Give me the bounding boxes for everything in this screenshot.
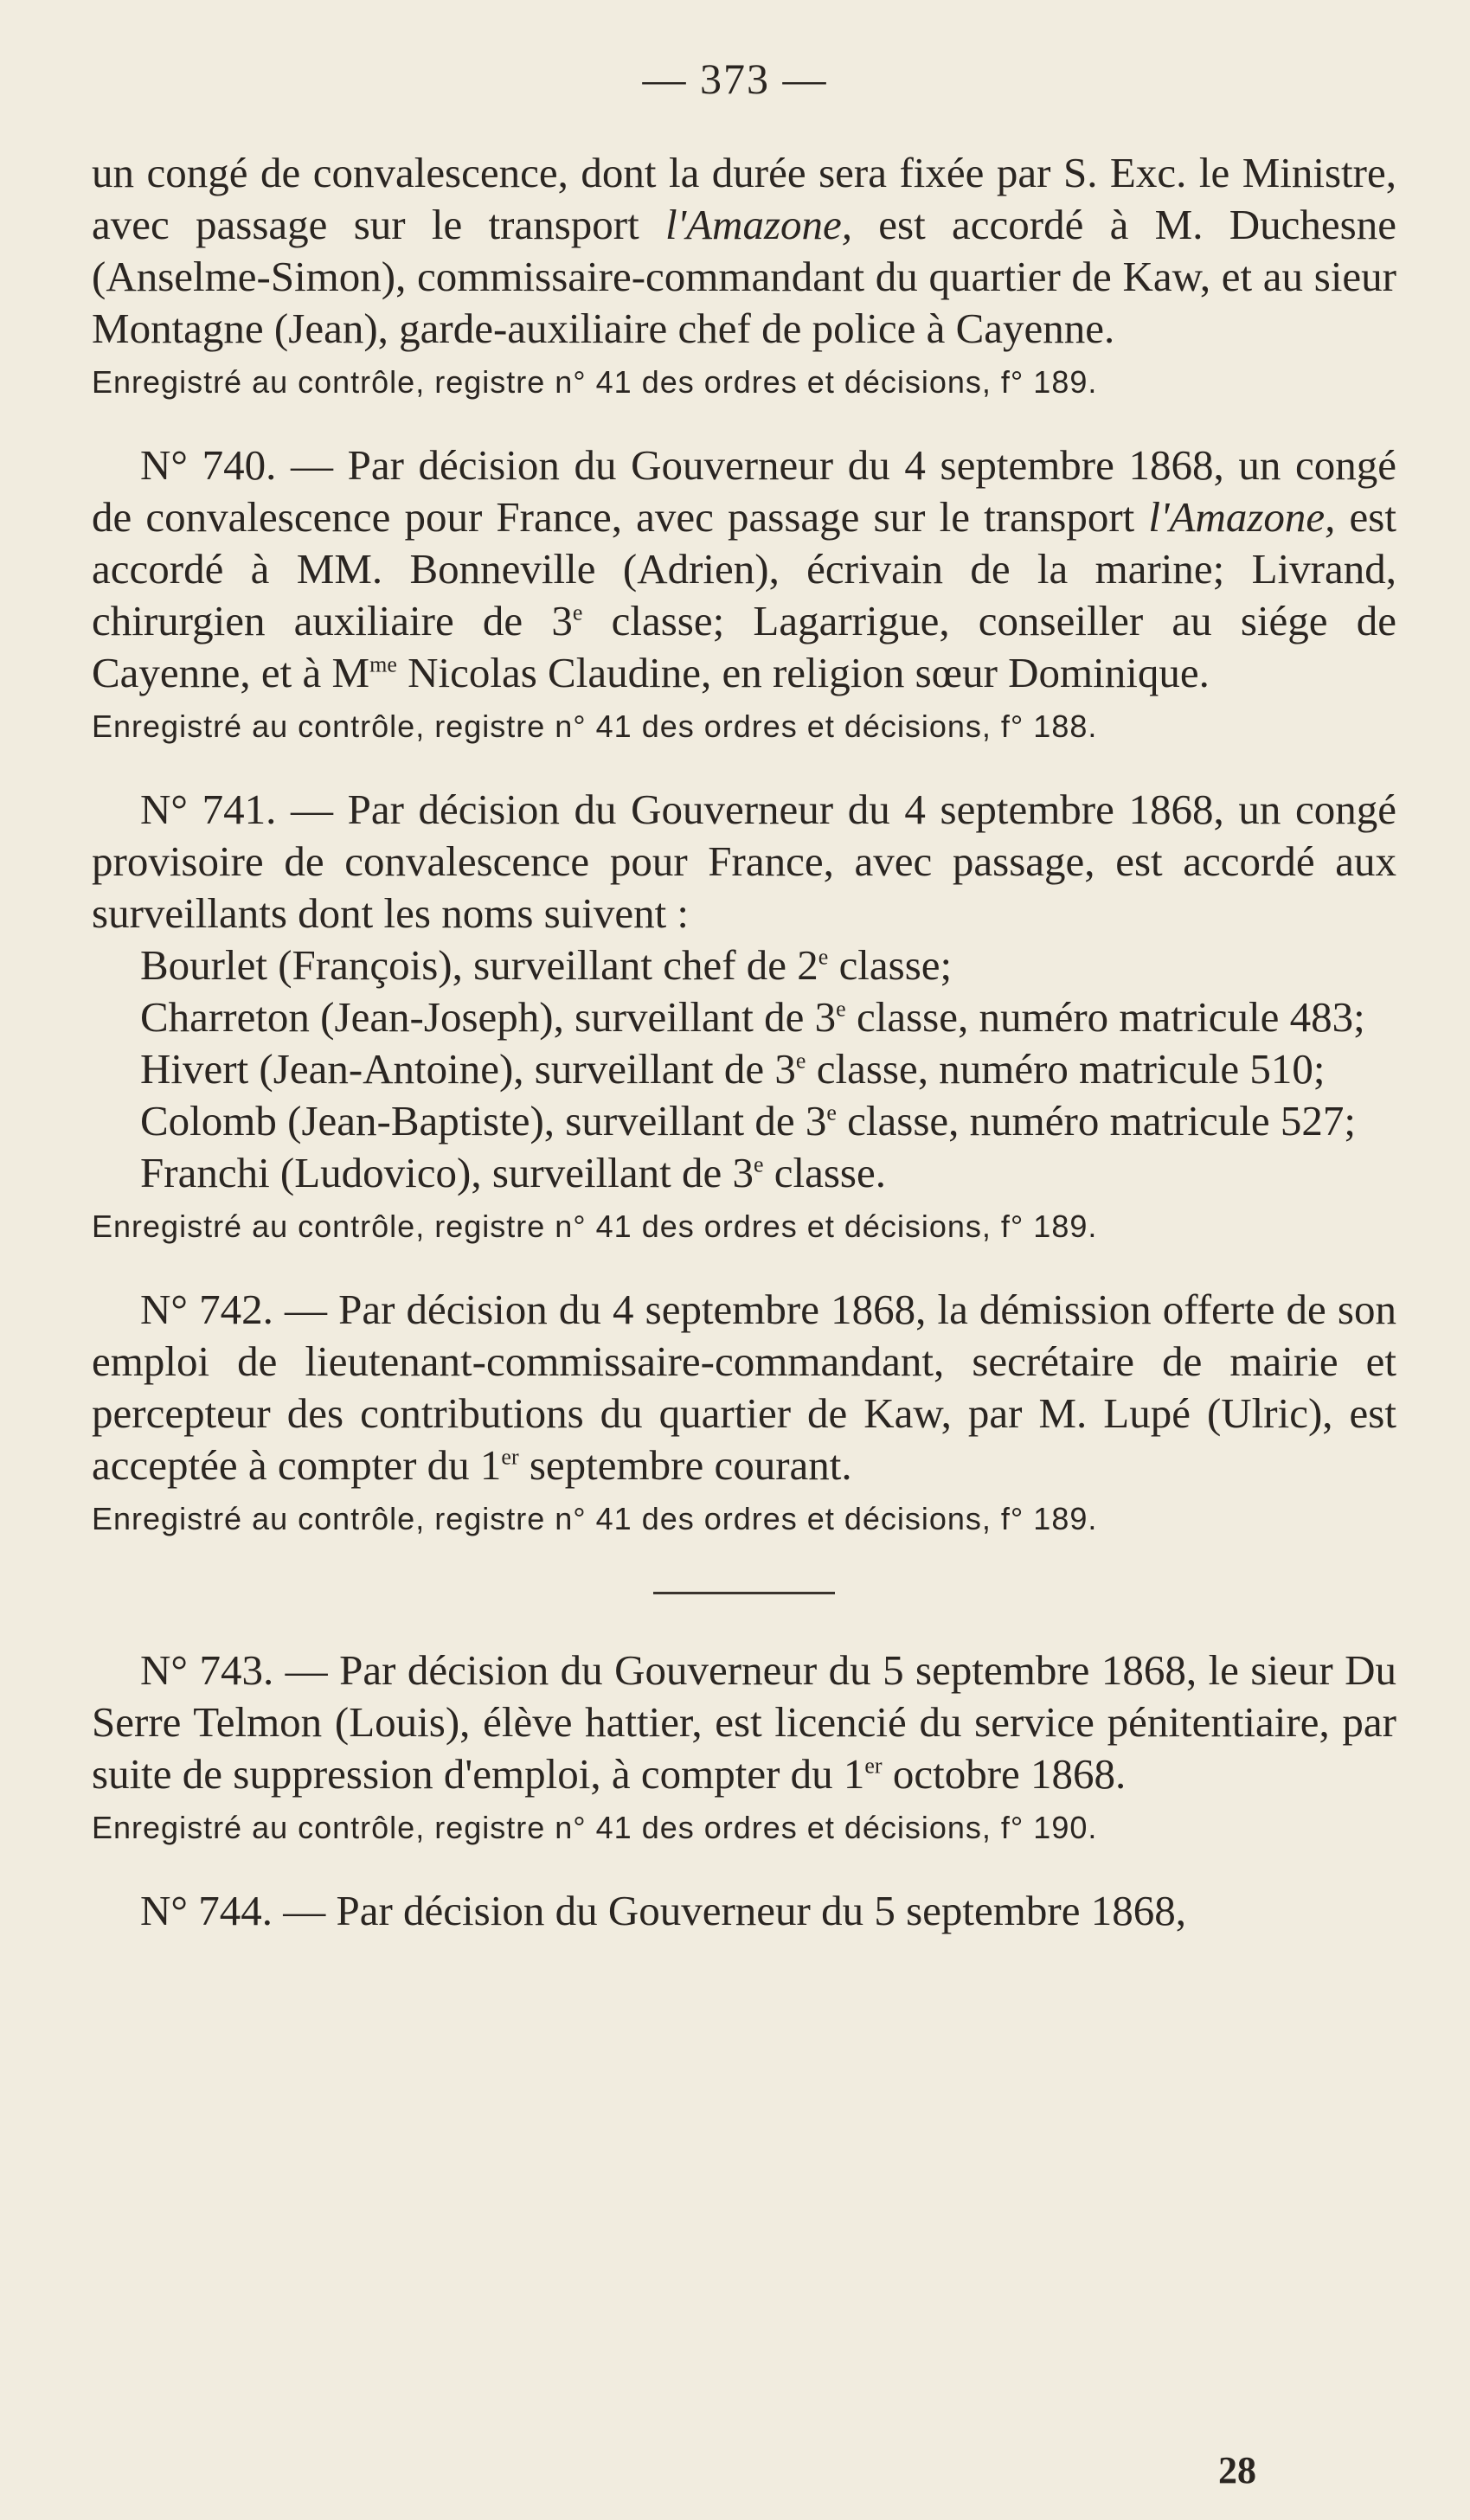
list-item: Bourlet (François), surveillant chef de 2e classe;	[140, 941, 953, 989]
signature-mark: 28	[1218, 2449, 1256, 2491]
list-item: Franchi (Ludovico), surveillant de 3e classe.	[140, 1149, 886, 1196]
paragraph-742: N° 742. — Par décision du 4 septembre 1868, la démission offerte de son emploi de lieutenant-commissaire-commandant, secrétaire de mairie et percepteur des contributions du quartier de Kaw, par M. Lupé (Ulric), est acceptée à compter du 1er septembre courant.	[92, 1286, 1396, 1489]
list-item: Hivert (Jean-Antoine), surveillant de 3e classe, numéro matricule 510;	[140, 1045, 1326, 1093]
paragraph-744: N° 744. — Par décision du Gouverneur du 5 septembre 1868,	[140, 1887, 1186, 1934]
list-item: Colomb (Jean-Baptiste), surveillant de 3e classe, numéro matricule 527;	[140, 1097, 1356, 1145]
paragraph-continuation: un congé de convalescence, dont la durée sera fixée par S. Exc. le Ministre, avec passage sur le transport l'Amazone, est accordé à M. Duchesne (Anselme-Simon), commissaire-commandant du quartier de Kaw, et au sieur Montagne (Jean), garde-auxiliaire chef de police à Cayenne.	[92, 149, 1396, 352]
registration-note: Enregistré au contrôle, registre n° 41 des ordres et décisions, f° 190.	[92, 1810, 1098, 1845]
paragraph-741: N° 741. — Par décision du Gouverneur du 4 septembre 1868, un congé provisoire de convalescence pour France, avec passage, est accordé aux surveillants dont les noms suivent :	[92, 785, 1396, 937]
page-number: — 373 —	[642, 55, 828, 103]
registration-note: Enregistré au contrôle, registre n° 41 des ordres et décisions, f° 188.	[92, 709, 1098, 744]
paragraph-740: N° 740. — Par décision du Gouverneur du 4 septembre 1868, un congé de convalescence pour France, avec passage sur le transport l'Amazone, est accordé à MM. Bonneville (Adrien), écrivain de la marine; Livrand, chirurgien auxiliaire de 3e classe; Lagarrigue, conseiller au siége de Cayenne, et à $M^{me}$ Nicolas Claudine, en religion sœur Dominique.	[92, 441, 1397, 696]
registration-note: Enregistré au contrôle, registre n° 41 des ordres et décisions, f° 189.	[92, 1209, 1098, 1244]
paragraph-743: N° 743. — Par décision du Gouverneur du 5 septembre 1868, le sieur Du Serre Telmon (Louis), élève hattier, est licencié du service pénitentiaire, par suite de suppression d'emploi, à compter du 1er octobre 1868.	[92, 1646, 1396, 1798]
registration-note: Enregistré au contrôle, registre n° 41 des ordres et décisions, f° 189.	[92, 364, 1098, 400]
section-divider	[653, 1592, 835, 1594]
registration-note: Enregistré au contrôle, registre n° 41 des ordres et décisions, f° 189.	[92, 1501, 1098, 1536]
document-body	[92, 147, 1396, 1937]
list-item: Charreton (Jean-Joseph), surveillant de 3e classe, numéro matricule 483;	[140, 993, 1365, 1041]
